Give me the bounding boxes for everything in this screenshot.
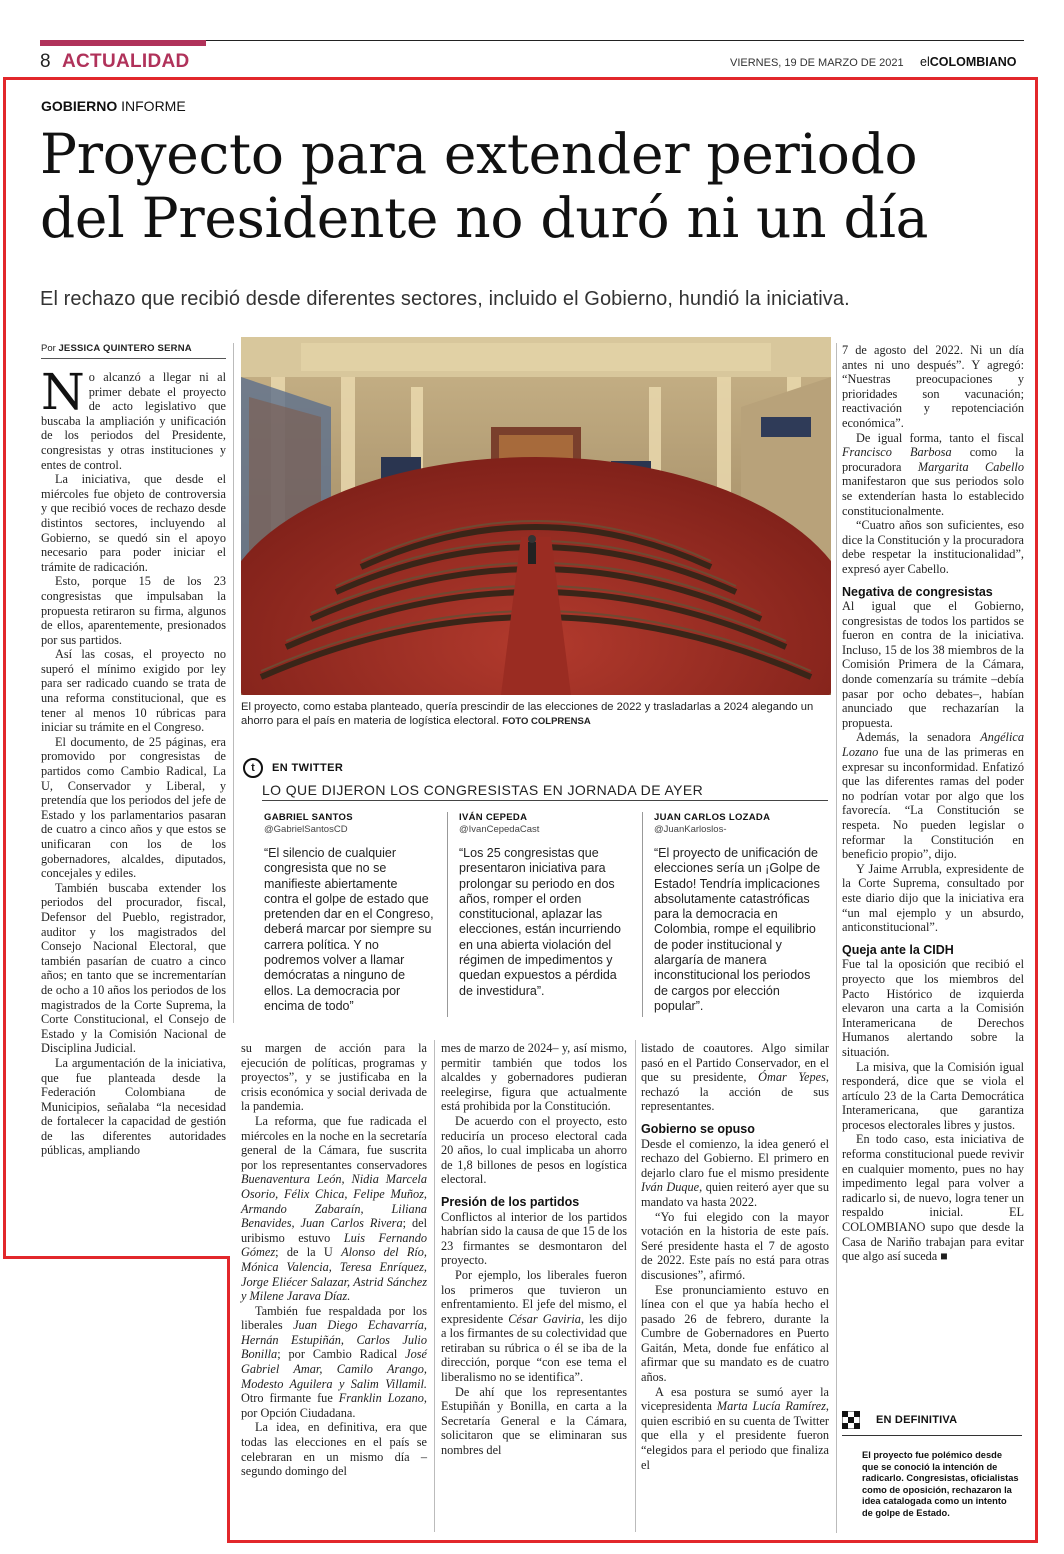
text-run: , les dijo a los firmantes de su colectividad que retiraban su rúbrica o él se iba de la dirección, porque “con ese tema el liberalismo no se identifica”. bbox=[441, 1311, 628, 1385]
text-run: ; del uribismo estuvo bbox=[241, 1216, 428, 1245]
kicker bbox=[41, 98, 186, 114]
name-italic: Iván Duque bbox=[641, 1180, 700, 1195]
col4-paragraph-3: “Yo fui elegido con la mayor votación en la historia de este país. Seré presidente hasta el 7 de agosto de 2022. Este país no está para otras discusiones”, afirmó. bbox=[641, 1209, 829, 1282]
col5-paragraph-4: Al igual que el Gobierno, congresistas de todos los partidos se fueron en contra de la iniciativa. Incluso, 15 de los 38 miembros de la Comisión Primera de la Cámara, donde comenzaría su trámite –debía pasar por ocho debates–, habían anunciado que rechazarían la propuesta. bbox=[842, 599, 1024, 730]
tweet-quote: “El silencio de cualquier congresista que no se manifieste abiertamente contra el golpe de estado que pretenden dar en el Congreso, deberá marcar por siempre su carrera política. Y no podremos volver a llamar demócratas a ninguno de ellos. La democracia por encima de todo” bbox=[264, 846, 434, 1013]
text-run: En todo caso, esta iniciativa de reforma constitucional puede revivir en cualquier momento, pues no hay impedimento legal para volver a radicarlo si, de nuevo, logra tener un respaldo inicial. EL COLOMBIANO supo que desde la Casa de Nariño trabajan para evitar que algo así suceda bbox=[842, 1132, 1024, 1264]
highlight-frame-top bbox=[3, 77, 1037, 80]
col3-paragraph-5: De ahí que los representantes Estupiñán y Bonilla, en carta a la Secretaría General e la Cámara, solicitaron que se eliminaran sus nombres del bbox=[441, 1384, 627, 1458]
col5-paragraph-6: Y Jaime Arrubla, expresidente de la Corte Suprema, consultado por este diario dijo que la iniciativa era “un mal ejemplo y un absurdo, anticonstitucional”. bbox=[842, 861, 1024, 935]
tweet-card bbox=[654, 812, 824, 1014]
twitter-section-icon: t bbox=[243, 758, 263, 778]
name-italic: Francisco Barbosa bbox=[842, 445, 952, 460]
tweet-quote: “Los 25 congresistas que presentaron iniciativa para prolongar su periodo en dos años, romper el orden constitucional, aplazar las elecciones, están incurriendo en una abierta violación del régimen de impedimentos y quedan expuestos a pérdida de investidura”. bbox=[459, 846, 621, 998]
text-run: También fue respaldada por los liberales bbox=[241, 1303, 427, 1333]
byline-rule bbox=[41, 358, 226, 359]
col5-paragraph-7: Fue tal la oposición que recibió el proyecto que los miembros del Pacto Histórico de izquierda elevaron una carta a la Comisión Interamericana de Derechos Humanos alertando sobre la situación. bbox=[842, 957, 1024, 1059]
caption-text: El proyecto, como estaba planteado, quería prescindir de las elecciones de 2022 y trasladarlas a 2024 alegando un ahorro para el país en materia de logística electoral. bbox=[241, 701, 814, 727]
congress-chamber-photo bbox=[241, 337, 831, 695]
text-run: Desde el comienzo, la idea generó el rechazo del Gobierno. El primero en dejarlo claro fue el mismo presidente bbox=[641, 1136, 829, 1180]
column-rule-1 bbox=[233, 343, 234, 1023]
text-run: como la procuradora bbox=[842, 445, 1024, 474]
col4-paragraph-5 bbox=[641, 1385, 829, 1473]
text-run: A esa postura se sumó ayer la vicepresidenta bbox=[641, 1384, 829, 1414]
names-italic: Alonso del Río, Mónica Valencia, Teresa Enríquez, Jorge Eliécer Salazar, Astrid Sánchez y Milene Jarava Díaz. bbox=[241, 1245, 428, 1304]
kicker-light: INFORME bbox=[121, 98, 186, 114]
name-italic: Ómar Yepes bbox=[758, 1070, 826, 1085]
drop-cap: N bbox=[41, 363, 85, 421]
col2-paragraph-4: La idea, en definitiva, era que todas las elecciones en el país se celebraran en un mismo día –segundo domingo del bbox=[241, 1420, 427, 1479]
names-italic: José Gabriel Amar, Camilo Arango, Modesto Aguilera y Salim Villamil. bbox=[241, 1347, 427, 1391]
text-run: Por ejemplo, los liberales fueron los primeros que tuvieron un enfrentamiento. El jefe del mismo, el expresidente bbox=[441, 1267, 627, 1326]
headline bbox=[40, 122, 1030, 250]
col5-paragraph-8: La misiva, que la Comisión igual responderá, dice que se viola el artículo 23 de la Carta Democrática Interamericana, que garantiza procesos electorales libres y justos. bbox=[842, 1059, 1024, 1132]
byline-author: JESSICA QUINTERO SERNA bbox=[58, 343, 192, 354]
highlight-frame-step bbox=[3, 1256, 230, 1259]
col5-paragraph-9 bbox=[842, 1132, 1024, 1263]
col3-paragraph-1: mes de marzo de 2024– y, así mismo, permitir también que todos los alcaldes y gobernadores pudieran reelegirse, figura que actualmente está prohibida por la Constitución. bbox=[441, 1041, 627, 1114]
deck: El rechazo que recibió desde diferentes sectores, incluido el Gobierno, hundió la iniciativa. bbox=[40, 288, 850, 310]
text-run: , quien reiteró ayer que su mandato va hasta 2022. bbox=[641, 1180, 829, 1209]
highlight-frame-left bbox=[3, 77, 6, 1259]
names-italic: Juan Diego Echavarría, Hernán Estupiñán, Carlos Julio Bonilla bbox=[241, 1318, 427, 1362]
name-italic: Margarita Cabello bbox=[917, 459, 1024, 474]
names-italic: Franklin Lozano bbox=[338, 1391, 424, 1406]
col5-paragraph-2 bbox=[842, 431, 1024, 519]
text-run: Otro firmante fue bbox=[241, 1391, 339, 1406]
col1-paragraph-5: El documento, de 25 páginas, era promovido por congresistas de partidos como Cambio Radical, La U, Conservador y Liberal, y pretendía que los periodos del jefe de Estado y los parlamentarios pasaran de cuatro a cinco años y que estos se unificaran con los de los gobernadores, alcaldes, diputados, concejales y ediles. bbox=[41, 734, 226, 881]
column-rule-3 bbox=[434, 1040, 435, 1532]
article-column-2 bbox=[241, 1041, 427, 1479]
col4-paragraph-2 bbox=[641, 1137, 829, 1210]
text-run: manifestaron que sus periodos solo se extenderían hasta lo establecido constitucionalmente. bbox=[842, 474, 1024, 518]
text-run: , por Opción Ciudadana. bbox=[241, 1391, 427, 1420]
subhead-cidh: Queja ante la CIDH bbox=[842, 942, 954, 957]
subhead-presion: Presión de los partidos bbox=[441, 1194, 580, 1209]
newspaper-brand bbox=[920, 55, 1017, 69]
article-column-5 bbox=[842, 343, 1024, 1264]
col1-paragraph-2: La iniciativa, que desde el miércoles fue objeto de controversia y que recibió voces de rechazo desde distintos sectores, incluyendo al Gobierno, se quedó sin el apoyo necesario para poder iniciar el trámite de radicación. bbox=[41, 472, 226, 574]
kicker-bold: GOBIERNO bbox=[41, 98, 118, 114]
col5-paragraph-3: “Cuatro años son suficientes, eso dice la Constitución y la procuradora debe respetar la institucionalidad”, expresó ayer Cabello. bbox=[842, 518, 1025, 576]
text-run: De igual forma, tanto el fiscal bbox=[856, 430, 1024, 445]
col3-paragraph-4 bbox=[441, 1268, 627, 1385]
tweet-handle: @GabrielSantosCD bbox=[264, 824, 348, 835]
highlight-frame-bottom bbox=[227, 1540, 1038, 1543]
subhead-gobierno: Gobierno se opuso bbox=[641, 1121, 755, 1136]
headline-line-1: Proyecto para extender periodo bbox=[40, 122, 918, 186]
chamber-illustration bbox=[241, 337, 831, 695]
byline bbox=[41, 343, 192, 354]
twitter-box-rule bbox=[262, 800, 828, 801]
definitiva-label: EN DEFINITIVA bbox=[876, 1414, 958, 1426]
col1-paragraph-7: La argumentación de la iniciativa, que fue planteada desde la Federación Colombiana de Municipios, señalaba “la necesidad de fortalecer la capacidad de gestión de las diferentes autoridades públicas, ampliando bbox=[41, 1055, 226, 1158]
brand-name: COLOMBIANO bbox=[929, 55, 1017, 69]
tweet-handle: @IvanCepedaCast bbox=[459, 824, 540, 835]
name-italic: Marta Lucía Ramírez bbox=[716, 1399, 826, 1414]
tweet-author: IVÁN CEPEDA bbox=[459, 812, 528, 823]
text-run: , quien escribió en su cuenta de Twitter que ella y el presidente fueron “elegidos para el periodo que finaliza el bbox=[641, 1399, 829, 1472]
highlight-frame-left-inner bbox=[227, 1256, 230, 1543]
page-number: 8 bbox=[40, 51, 51, 72]
photo-caption bbox=[241, 700, 831, 729]
tweet-card bbox=[264, 812, 434, 1014]
col1-paragraph-3: Esto, porque 15 de los 23 congresistas que impulsaban la propuesta retiraron su firma, algunos de ellos, aparentemente, presionados por sus partidos. bbox=[41, 574, 226, 647]
highlight-frame-right bbox=[1035, 77, 1038, 1543]
article-column-3 bbox=[441, 1041, 627, 1458]
end-mark: ■ bbox=[940, 1249, 948, 1264]
names-italic: Buenaventura León, Nidia Marcela Osorio, Félix Chica, Felipe Muñoz, Armando Zabaraín, Liliana Benavides, Juan Carlos Rivera bbox=[241, 1172, 427, 1231]
brand-prefix: el bbox=[920, 55, 930, 69]
col2-paragraph-3 bbox=[241, 1304, 427, 1421]
headline-line-2: del Presidente no duró ni un día bbox=[40, 186, 929, 250]
col4-paragraph-1 bbox=[641, 1041, 829, 1114]
definitiva-rule bbox=[842, 1435, 1022, 1436]
section-tab-bar bbox=[40, 40, 206, 46]
col1-paragraph-6: También buscaba extender los periodos del procurador, fiscal, Defensor del Pueblo, registrador, auditor y los magistrados del Consejo Nacional Electoral, que también pasarían de cuatro a cinco años; en tanto que se incrementarían de ocho a 10 años los periodos de los magistrados de la Corte Suprema, la Corte Constitucional, el Consejo de Estado y la Comisión Nacional de Disciplina Judicial. bbox=[41, 880, 226, 1056]
checkered-icon bbox=[842, 1411, 860, 1429]
byline-prefix: Por bbox=[41, 343, 56, 354]
article-column-1 bbox=[41, 363, 226, 1158]
column-rule-4 bbox=[635, 1040, 636, 1532]
photo-credit: FOTO COLPRENSA bbox=[502, 716, 591, 727]
definitiva-summary: El proyecto fue polémico desde que se conoció la intención de radicarlo. Congresistas, oficialistas como de oposición, rechazaron la idea catalogada como un intento de golpe de Estado. bbox=[862, 1450, 1019, 1518]
subhead-negativa: Negativa de congresistas bbox=[842, 584, 993, 599]
section-title: ACTUALIDAD bbox=[62, 51, 190, 72]
col5-paragraph-1: 7 de agosto del 2022. Ni un día antes ni uno después”. Y agregó: “Nuestras preocupaciones y prioridades son vacunación; reactivación y repotenciación económica”. bbox=[842, 343, 1024, 430]
tweet-handle: @JuanKarloslos- bbox=[654, 824, 727, 835]
text-run: , rechazó la acción de sus representantes. bbox=[641, 1070, 829, 1114]
tweet-card bbox=[459, 812, 629, 999]
tweet-divider bbox=[447, 812, 448, 1017]
col4-paragraph-4: Ese pronunciamiento estuvo en línea con el que ya había hecho el pasado 26 de febrero, durante la Cumbre de Gobernadores en Puerto Gaitán, Meta, donde fue enfático al afirmar que su mandato es de cuatro años. bbox=[641, 1282, 829, 1385]
tweet-author: GABRIEL SANTOS bbox=[264, 812, 353, 823]
col3-paragraph-2: De acuerdo con el proyecto, esto reduciría un proceso electoral cada 20 años, lo cual implicaba un ahorro de 1,8 billones de pesos en logística electoral. bbox=[441, 1113, 627, 1187]
col1-paragraph-1: o alcanzó a llegar ni al primer debate el proyecto de acto legislativo que buscaba la ampliación y unificación de los periodos del Presidente, congresistas y otras instituciones y entes de control. bbox=[41, 370, 226, 472]
text-run: Además, la senadora bbox=[856, 730, 981, 745]
article-column-4 bbox=[641, 1041, 829, 1472]
text-run: ; de la U bbox=[275, 1245, 342, 1260]
col5-paragraph-5 bbox=[842, 730, 1024, 861]
name-italic: Angélica Lozano bbox=[842, 730, 1024, 760]
tweet-author: JUAN CARLOS LOZADA bbox=[654, 812, 771, 823]
column-rule-2 bbox=[836, 343, 837, 1533]
col3-paragraph-3: Conflictos al interior de los partidos habrían sido la causa de que 15 de los 23 firmantes se desmontaron del proyecto. bbox=[441, 1209, 627, 1268]
col2-paragraph-1: su margen de acción para la ejecución de políticas, programas y proyectos”, y se justificaba en la crisis económica y social derivada de la pandemia. bbox=[241, 1041, 427, 1114]
text-run: La reforma, que fue radicada el miércoles en la noche en la secretaría general de la Cámara, fue suscrita por los representantes conservadores bbox=[241, 1113, 427, 1172]
text-run: ; por Cambio Radical bbox=[277, 1347, 406, 1362]
tweet-divider bbox=[642, 812, 643, 1017]
issue-date: VIERNES, 19 DE MARZO DE 2021 bbox=[730, 57, 904, 69]
text-run: fue una de las primeras en expresar su inconformidad. Enfatizó que las diferentes ramas del poder no podrían votar por algo que los favorecía. “La Constitución se respeta. No pueden legislar o reformar la Constitución en beneficio propio”, dijo. bbox=[842, 745, 1024, 862]
twitter-label: EN TWITTER bbox=[272, 762, 344, 774]
name-italic: César Gaviria bbox=[508, 1311, 581, 1326]
names-italic: Luis Fernando Gómez bbox=[241, 1230, 427, 1260]
col2-paragraph-2 bbox=[241, 1114, 427, 1304]
col1-paragraph-4: Así las cosas, el proyecto no superó el mínimo exigido por ley para ser radicado cuando se trata de una reforma constitucional, que es tener al menos 10 rúbricas para iniciar su trámite en el Congreso. bbox=[41, 647, 226, 735]
tweet-quote: “El proyecto de unificación de elecciones sería un ¡Golpe de Estado! Tendría implicaciones absolutamente catastróficas para la democracia en Colombia, rompe el equilibrio de poder institucional y alargaría de manera inconstitucional los periodos de cargos por elección popular”. bbox=[654, 846, 821, 1013]
twitter-box-title: LO QUE DIJERON LOS CONGRESISTAS EN JORNADA DE AYER bbox=[262, 782, 704, 798]
text-run: listado de coautores. Algo similar pasó en el Partido Conservador, en el que su presidente, bbox=[641, 1041, 829, 1085]
